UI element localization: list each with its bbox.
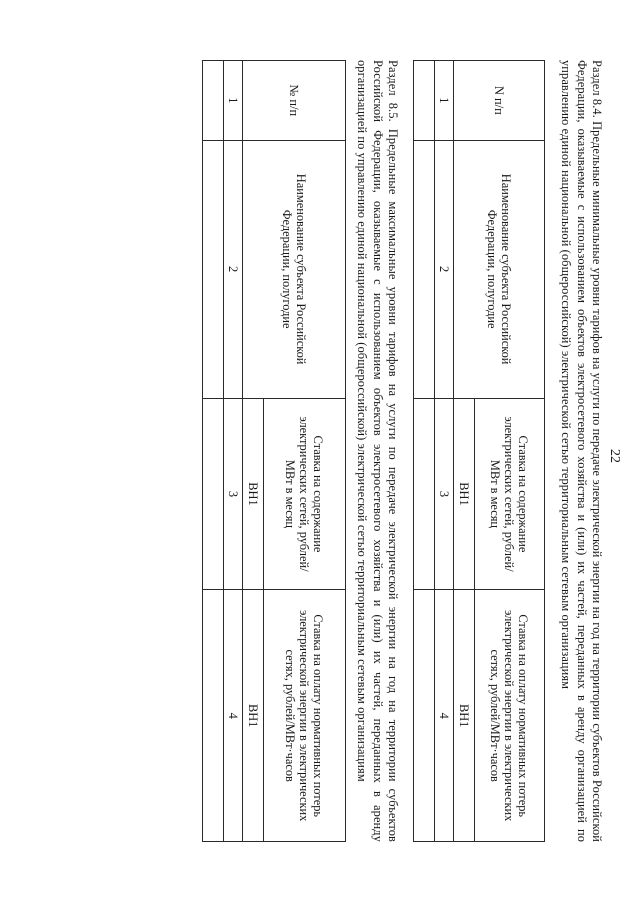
table-row <box>414 61 435 842</box>
table-column-numbers-row <box>224 61 243 842</box>
subheader-losses-voltage: ВН1 <box>243 590 264 842</box>
col-region-header: Наименование субъекта Российской Федерации, полугодие <box>454 140 545 398</box>
col-region-header: Наименование субъекта Российской Федерации, полугодие <box>243 140 346 398</box>
table-cell <box>203 590 224 842</box>
col-losses-header: Ставка на оплату нормативных потерь электрической энергии в электрических сетях, рублей/МВт·часов <box>475 590 545 842</box>
table-header-row <box>264 61 346 842</box>
table-cell <box>414 590 435 842</box>
column-number-1: 1 <box>435 61 454 141</box>
section-8-5-heading: Раздел 8.5. Предельные максимальные уровни тарифов на услуги по передаче электрической энергии на год на территории субъектов Российской Федерации, оказываемые с использованием объектов электросетевого хозяйства и (или) их частей, переданных в аренду организацией по управлению единой национальной (общероссийской) электрической сетью территориальным сетевым организациям <box>355 60 400 842</box>
table-cell <box>203 140 224 398</box>
column-number-3: 3 <box>224 398 243 590</box>
col-number-header: N п/п <box>454 61 545 141</box>
page-number: 22 <box>607 449 622 463</box>
col-losses-header: Ставка на оплату нормативных потерь электрической энергии в электрических сетях, рублей/МВт·часов <box>264 590 346 842</box>
table-cell <box>414 398 435 590</box>
table-column-numbers-row <box>435 61 454 842</box>
col-maintenance-header: Ставка на содержание электрических сетей, рублей/МВт в месяц <box>264 398 346 590</box>
table-header-row <box>475 61 545 842</box>
table-cell <box>203 61 224 141</box>
table-cell <box>414 140 435 398</box>
table-cell <box>414 61 435 141</box>
column-number-2: 2 <box>435 140 454 398</box>
table-row <box>203 61 224 842</box>
column-number-3: 3 <box>435 398 454 590</box>
col-maintenance-header: Ставка на содержание электрических сетей, рублей/МВт в месяц <box>475 398 545 590</box>
column-number-1: 1 <box>224 61 243 141</box>
subheader-maintenance-voltage: ВН1 <box>454 398 475 590</box>
table-section-8-5 <box>202 60 346 842</box>
column-number-4: 4 <box>224 590 243 842</box>
col-number-header: № п/п <box>243 61 346 141</box>
column-number-2: 2 <box>224 140 243 398</box>
subheader-losses-voltage: ВН1 <box>454 590 475 842</box>
subheader-maintenance-voltage: ВН1 <box>243 398 264 590</box>
table-cell <box>203 398 224 590</box>
column-number-4: 4 <box>435 590 454 842</box>
section-8-4-heading: Раздел 8.4. Предельные минимальные уровни тарифов на услуги по передаче электрической энергии на год на территории субъектов Российской Федерации, оказываемые с использованием объектов электросетевого хозяйства и (или) их частей, переданных в аренду организацией по управлению единой национальной (общероссийской) электрической сетью территориальным сетевым организациям <box>559 60 604 842</box>
table-section-8-4 <box>413 60 545 842</box>
